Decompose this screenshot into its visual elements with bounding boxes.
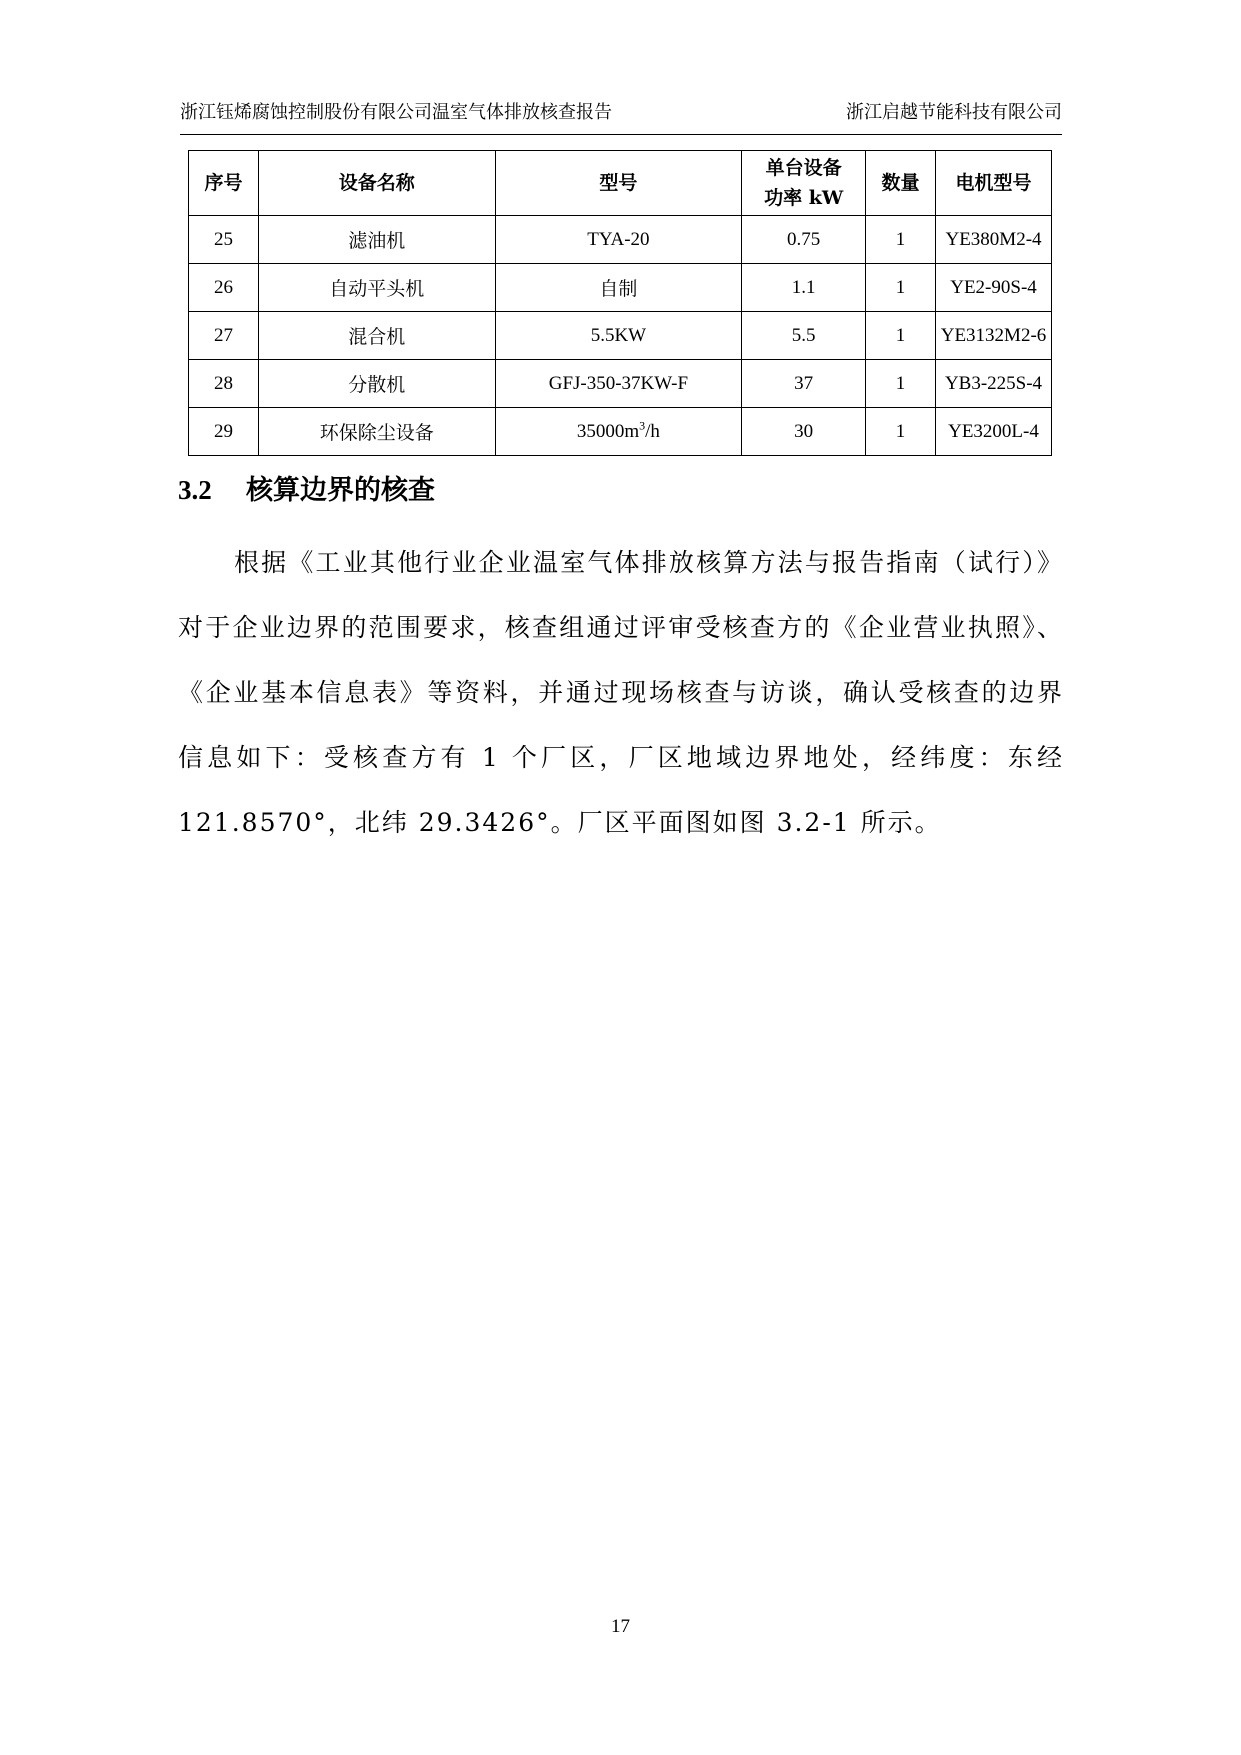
cell-motor: YE3200L-4 — [936, 408, 1052, 456]
cell-name: 自动平头机 — [258, 264, 495, 312]
page-header — [180, 100, 1062, 135]
table-header-row — [189, 151, 1052, 216]
page-number: 17 — [611, 1616, 630, 1637]
cell-model: 自制 — [495, 264, 742, 312]
col-header-no: 序号 — [189, 151, 259, 216]
table-row — [189, 216, 1052, 264]
model-flow-unit: /h — [645, 420, 660, 442]
cell-qty: 1 — [866, 408, 936, 456]
cell-no: 29 — [189, 408, 259, 456]
cell-no: 25 — [189, 216, 259, 264]
cell-motor: YE3132M2-6 — [936, 312, 1052, 360]
section-number: 3.2 — [178, 475, 212, 505]
header-company-name: 浙江启越节能科技有限公司 — [846, 102, 1062, 123]
cell-power: 37 — [742, 360, 866, 408]
cell-name: 滤油机 — [258, 216, 495, 264]
cell-motor: YB3-225S-4 — [936, 360, 1052, 408]
cell-model: 5.5KW — [495, 312, 742, 360]
table-row — [189, 312, 1052, 360]
model-flow-exponent: 3 — [639, 418, 646, 433]
cell-model: GFJ-350-37KW-F — [495, 360, 742, 408]
cell-qty: 1 — [866, 312, 936, 360]
col-header-power-line1: 单台设备 — [765, 157, 842, 179]
cell-name: 环保除尘设备 — [258, 408, 495, 456]
cell-power: 0.75 — [742, 216, 866, 264]
cell-motor: YE380M2-4 — [936, 216, 1052, 264]
header-report-title: 浙江钰烯腐蚀控制股份有限公司温室气体排放核查报告 — [180, 102, 612, 123]
cell-no: 28 — [189, 360, 259, 408]
col-header-model: 型号 — [495, 151, 742, 216]
section-heading — [178, 470, 435, 511]
cell-model: TYA-20 — [495, 216, 742, 264]
cell-model — [495, 408, 742, 456]
col-header-motor: 电机型号 — [936, 151, 1052, 216]
table-row — [189, 264, 1052, 312]
model-flow-value: 35000m — [576, 420, 640, 442]
cell-no: 27 — [189, 312, 259, 360]
col-header-power — [742, 151, 866, 216]
cell-qty: 1 — [866, 216, 936, 264]
cell-qty: 1 — [866, 360, 936, 408]
cell-no: 26 — [189, 264, 259, 312]
cell-power: 30 — [742, 408, 866, 456]
cell-power: 1.1 — [742, 264, 866, 312]
boundary-paragraph: 根据《工业其他行业企业温室气体排放核算方法与报告指南（试行）》对于企业边界的范围要求，核查组通过评审受核查方的《企业营业执照》、《企业基本信息表》等资料，并通过现场核查与访谈，确认受核查的边界信息如下：受核查方有 1 个厂区，厂区地域边界地处，经纬度：东经 121.8570°，北纬 29.3426°。厂区平面图如图 3.2-1 所示。 — [178, 548, 1064, 837]
cell-qty: 1 — [866, 264, 936, 312]
table-row — [189, 408, 1052, 456]
table-row — [189, 360, 1052, 408]
col-header-power-line2: 功率 kW — [764, 187, 844, 209]
cell-name: 混合机 — [258, 312, 495, 360]
cell-power: 5.5 — [742, 312, 866, 360]
col-header-name: 设备名称 — [258, 151, 495, 216]
cell-name: 分散机 — [258, 360, 495, 408]
col-header-qty: 数量 — [866, 151, 936, 216]
equipment-table — [188, 150, 1052, 456]
cell-motor: YE2-90S-4 — [936, 264, 1052, 312]
section-title: 核算边界的核查 — [246, 475, 435, 506]
